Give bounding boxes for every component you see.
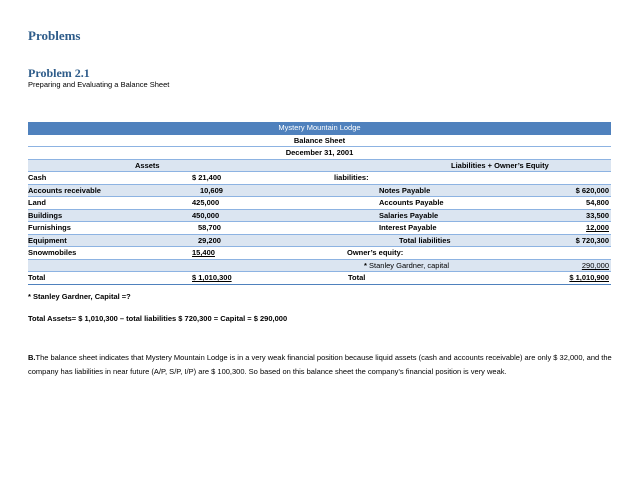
- table-row: [28, 197, 611, 210]
- column-header-row: [28, 160, 611, 173]
- sheet-title-row: [28, 135, 611, 148]
- liability-value: $ 1,010,900: [569, 273, 609, 282]
- liability-value: 12,000: [586, 223, 609, 232]
- table-row: [28, 172, 611, 185]
- company-name: Mystery Mountain Lodge: [278, 123, 361, 132]
- asset-value: $ 1,010,300: [192, 273, 232, 282]
- liability-value: 33,500: [586, 210, 609, 220]
- liability-label: Accounts Payable: [379, 198, 444, 207]
- liability-value: $ 720,300: [575, 235, 609, 245]
- company-name-row: [28, 122, 611, 135]
- liability-label: Total: [348, 273, 366, 282]
- liability-label: Owner’s equity:: [347, 248, 404, 257]
- liabilities-equity-header: Liabilities + Owner’s Equity: [451, 160, 549, 170]
- asset-label: Buildings: [28, 210, 63, 220]
- asset-value: 15,400: [192, 248, 215, 257]
- capital-question: * Stanley Gardner, Capital =?: [28, 292, 131, 301]
- total-assets-equation: Total Assets= $ 1,010,300 – total liabilities $ 720,300 = Capital = $ 290,000: [28, 314, 288, 323]
- liability-label: Notes Payable: [379, 185, 431, 195]
- capital-asterisk: *: [364, 260, 367, 270]
- answer-b-label: B.: [28, 353, 36, 362]
- asset-label: Total: [28, 273, 46, 282]
- asset-label: Furnishings: [28, 223, 71, 232]
- assets-header: Assets: [135, 160, 160, 170]
- liability-label: Interest Payable: [379, 223, 437, 232]
- table-row: [28, 222, 611, 235]
- asset-value: $ 21,400: [192, 173, 222, 182]
- asset-value: 425,000: [192, 198, 220, 207]
- answer-b-paragraph: [28, 351, 613, 379]
- page-heading: Problems: [28, 28, 81, 43]
- liability-value: 290,000: [581, 260, 609, 270]
- asset-value: 29,200: [198, 235, 221, 245]
- asset-value: 10,609: [200, 185, 223, 195]
- table-row: [28, 235, 611, 248]
- asset-label: Accounts receivable: [28, 185, 101, 195]
- sheet-date: December 31, 2001: [285, 148, 354, 157]
- sheet-date-row: [28, 147, 611, 160]
- table-row: [28, 210, 611, 223]
- asset-value: 450,000: [192, 210, 220, 220]
- capital-label: [364, 260, 449, 272]
- capital-text: Stanley Gardner, capital: [369, 260, 450, 270]
- table-row: [28, 185, 611, 198]
- asset-value: 58,700: [198, 223, 221, 232]
- answer-b-text: The balance sheet indicates that Mystery Mountain Lodge is in a very weak financial position because liquid assets (cash and accounts receivable) are only $ 32,000, and the company has liabilities in near future (A/P, S/P, I/P) are $ 100,300. So based on this balance sheet the company’s financial position is very weak.: [28, 353, 612, 376]
- problem-title: Problem 2.1: [28, 66, 90, 80]
- liability-label: Salaries Payable: [379, 210, 439, 220]
- asset-label: Snowmobiles: [28, 248, 77, 257]
- problem-subtitle: Preparing and Evaluating a Balance Sheet: [28, 80, 170, 89]
- asset-label: Cash: [28, 173, 47, 182]
- liability-label: Total liabilities: [399, 235, 451, 245]
- asset-label: Equipment: [28, 235, 67, 245]
- liability-value: $ 620,000: [575, 185, 609, 195]
- sheet-title: Balance Sheet: [293, 135, 346, 145]
- liability-label: liabilities:: [334, 173, 369, 182]
- asset-label: Land: [28, 198, 46, 207]
- table-row: [28, 260, 611, 273]
- liability-value: 54,800: [586, 198, 609, 207]
- table-row-total: [28, 272, 611, 285]
- balance-sheet-table: [28, 122, 611, 285]
- table-row: [28, 247, 611, 260]
